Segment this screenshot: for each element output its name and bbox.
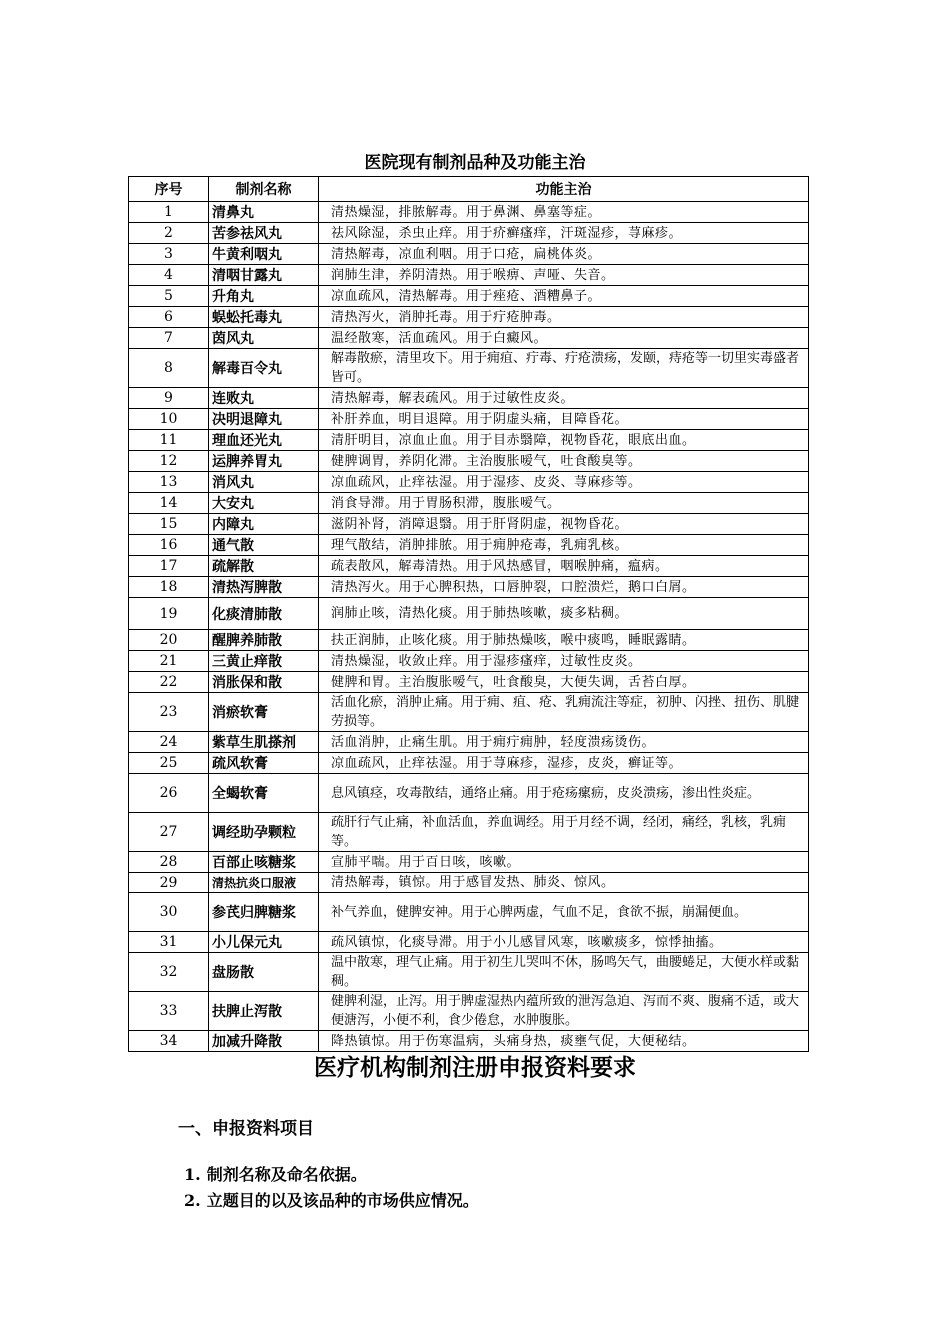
cell-function-indication: 活血消肿，止痛生肌。用于痈疔痈肿，轻度溃疡烫伤。 bbox=[319, 732, 809, 753]
cell-function-indication: 健脾利湿，止泻。用于脾虚湿热内蕴所致的泄泻急迫、泻而不爽、腹痛不适，或大便溏泻，小便不利，食少倦怠，水肿腹胀。 bbox=[319, 992, 809, 1031]
cell-preparation-name: 内障丸 bbox=[209, 514, 319, 535]
cell-function-indication: 温经散寒，活血疏风。用于白癜风。 bbox=[319, 328, 809, 349]
cell-serial-number: 19 bbox=[129, 598, 209, 630]
list-item bbox=[184, 1162, 367, 1185]
table-row bbox=[129, 630, 809, 651]
cell-serial-number: 15 bbox=[129, 514, 209, 535]
table-row bbox=[129, 307, 809, 328]
header-no: 序号 bbox=[129, 177, 209, 202]
cell-function-indication: 息风镇痉，攻毒散结，通络止痛。用于疮疡瘰疬，皮炎溃疡，渗出性炎症。 bbox=[319, 774, 809, 813]
table-row bbox=[129, 813, 809, 852]
cell-preparation-name: 理血还光丸 bbox=[209, 430, 319, 451]
cell-serial-number: 7 bbox=[129, 328, 209, 349]
cell-function-indication: 清肝明目，凉血止血。用于目赤翳障，视物昏花，眼底出血。 bbox=[319, 430, 809, 451]
table-row bbox=[129, 349, 809, 388]
cell-preparation-name: 解毒百令丸 bbox=[209, 349, 319, 388]
table-body bbox=[129, 202, 809, 1052]
table-row bbox=[129, 409, 809, 430]
cell-function-indication: 清热解毒，镇惊。用于感冒发热、肺炎、惊风。 bbox=[319, 873, 809, 893]
cell-serial-number: 22 bbox=[129, 672, 209, 693]
list-item-number: 2. bbox=[184, 1191, 201, 1210]
cell-serial-number: 33 bbox=[129, 992, 209, 1031]
cell-serial-number: 18 bbox=[129, 577, 209, 598]
cell-serial-number: 27 bbox=[129, 813, 209, 852]
cell-serial-number: 34 bbox=[129, 1031, 209, 1052]
cell-preparation-name: 蜈蚣托毒丸 bbox=[209, 307, 319, 328]
cell-function-indication: 活血化瘀，消肿止痛。用于痈、疽、疮、乳痈流注等症，初肿、闪挫、扭伤、肌腱劳损等。 bbox=[319, 693, 809, 732]
cell-preparation-name: 化痰清肺散 bbox=[209, 598, 319, 630]
table-row bbox=[129, 598, 809, 630]
cell-function-indication: 清热燥湿，收敛止痒。用于湿疹瘙痒，过敏性皮炎。 bbox=[319, 651, 809, 672]
cell-function-indication: 清热泻火，消肿托毒。用于疔疮肿毒。 bbox=[319, 307, 809, 328]
cell-preparation-name: 牛黄利咽丸 bbox=[209, 244, 319, 265]
table-row bbox=[129, 672, 809, 693]
cell-preparation-name: 加减升降散 bbox=[209, 1031, 319, 1052]
header-function: 功能主治 bbox=[319, 177, 809, 202]
table-row bbox=[129, 953, 809, 992]
table-row bbox=[129, 774, 809, 813]
table-row bbox=[129, 535, 809, 556]
cell-preparation-name: 小儿保元丸 bbox=[209, 932, 319, 953]
cell-serial-number: 24 bbox=[129, 732, 209, 753]
cell-serial-number: 31 bbox=[129, 932, 209, 953]
table-row bbox=[129, 732, 809, 753]
table-row bbox=[129, 265, 809, 286]
cell-serial-number: 12 bbox=[129, 451, 209, 472]
cell-serial-number: 11 bbox=[129, 430, 209, 451]
cell-function-indication: 理气散结，消肿排脓。用于痈肿疮毒，乳痈乳核。 bbox=[319, 535, 809, 556]
cell-preparation-name: 清热泻脾散 bbox=[209, 577, 319, 598]
cell-serial-number: 9 bbox=[129, 388, 209, 409]
cell-function-indication: 祛风除湿，杀虫止痒。用于疥癣瘙痒，汗斑湿疹，荨麻疹。 bbox=[319, 223, 809, 244]
cell-preparation-name: 决明退障丸 bbox=[209, 409, 319, 430]
table-row bbox=[129, 451, 809, 472]
cell-function-indication: 解毒散瘀，清里攻下。用于痈疽、疔毒、疔疮溃疡，发颐，痔疮等一切里实毒盛者皆可。 bbox=[319, 349, 809, 388]
cell-preparation-name: 清热抗炎口服液 bbox=[209, 873, 319, 893]
table-row bbox=[129, 852, 809, 873]
cell-serial-number: 5 bbox=[129, 286, 209, 307]
cell-function-indication: 清热解毒，凉血利咽。用于口疮，扁桃体炎。 bbox=[319, 244, 809, 265]
table-row bbox=[129, 893, 809, 932]
formulary-table bbox=[128, 176, 809, 1052]
cell-function-indication: 补气养血，健脾安神。用于心脾两虚，气血不足，食欲不振，崩漏便血。 bbox=[319, 893, 809, 932]
cell-function-indication: 健脾和胃。主治腹胀嗳气，吐食酸臭，大便失调，舌苔白厚。 bbox=[319, 672, 809, 693]
cell-preparation-name: 连败丸 bbox=[209, 388, 319, 409]
cell-function-indication: 凉血疏风，清热解毒。用于痤疮、酒糟鼻子。 bbox=[319, 286, 809, 307]
list-item-text: 立题目的以及该品种的市场供应情况。 bbox=[206, 1191, 479, 1210]
cell-serial-number: 20 bbox=[129, 630, 209, 651]
section-heading: 一、申报资料项目 bbox=[178, 1119, 314, 1139]
table-row bbox=[129, 514, 809, 535]
table-row bbox=[129, 932, 809, 953]
table-header-row bbox=[129, 177, 809, 202]
table-row bbox=[129, 244, 809, 265]
table-row bbox=[129, 328, 809, 349]
table-row bbox=[129, 693, 809, 732]
cell-preparation-name: 消风丸 bbox=[209, 472, 319, 493]
cell-preparation-name: 苦参祛风丸 bbox=[209, 223, 319, 244]
cell-serial-number: 6 bbox=[129, 307, 209, 328]
cell-preparation-name: 疏风软膏 bbox=[209, 753, 319, 774]
cell-function-indication: 健脾调胃，养阴化滞。主治腹胀嗳气，吐食酸臭等。 bbox=[319, 451, 809, 472]
cell-serial-number: 16 bbox=[129, 535, 209, 556]
cell-function-indication: 清热解毒，解表疏风。用于过敏性皮炎。 bbox=[319, 388, 809, 409]
cell-preparation-name: 通气散 bbox=[209, 535, 319, 556]
cell-serial-number: 26 bbox=[129, 774, 209, 813]
cell-function-indication: 疏表散风，解毒清热。用于风热感冒，咽喉肿痛，瘟病。 bbox=[319, 556, 809, 577]
cell-preparation-name: 升角丸 bbox=[209, 286, 319, 307]
cell-function-indication: 滋阴补肾，消障退翳。用于肝肾阴虚，视物昏花。 bbox=[319, 514, 809, 535]
cell-function-indication: 清热泻火。用于心脾积热，口唇肿裂，口腔溃烂，鹅口白屑。 bbox=[319, 577, 809, 598]
cell-preparation-name: 三黄止痒散 bbox=[209, 651, 319, 672]
cell-serial-number: 28 bbox=[129, 852, 209, 873]
cell-serial-number: 29 bbox=[129, 873, 209, 893]
cell-preparation-name: 百部止咳糖浆 bbox=[209, 852, 319, 873]
table-row bbox=[129, 223, 809, 244]
cell-serial-number: 13 bbox=[129, 472, 209, 493]
cell-serial-number: 25 bbox=[129, 753, 209, 774]
cell-preparation-name: 运脾养胃丸 bbox=[209, 451, 319, 472]
list-item bbox=[184, 1188, 479, 1211]
cell-serial-number: 21 bbox=[129, 651, 209, 672]
cell-function-indication: 宣肺平喘。用于百日咳，咳嗽。 bbox=[319, 852, 809, 873]
cell-preparation-name: 清鼻丸 bbox=[209, 202, 319, 223]
cell-preparation-name: 疏解散 bbox=[209, 556, 319, 577]
table-row bbox=[129, 577, 809, 598]
list-item-text: 制剂名称及命名依据。 bbox=[206, 1165, 367, 1184]
cell-preparation-name: 消胀保和散 bbox=[209, 672, 319, 693]
table-title: 医院现有制剂品种及功能主治 bbox=[364, 153, 586, 173]
table-row bbox=[129, 202, 809, 223]
cell-function-indication: 扶正润肺，止咳化痰。用于肺热燥咳，喉中痰鸣，睡眠露睛。 bbox=[319, 630, 809, 651]
table-row bbox=[129, 753, 809, 774]
cell-preparation-name: 清咽甘露丸 bbox=[209, 265, 319, 286]
table-row bbox=[129, 388, 809, 409]
header-name: 制剂名称 bbox=[209, 177, 319, 202]
cell-function-indication: 消食导滞。用于胃肠积滞，腹胀嗳气。 bbox=[319, 493, 809, 514]
table-row bbox=[129, 556, 809, 577]
cell-preparation-name: 扶脾止泻散 bbox=[209, 992, 319, 1031]
table-row bbox=[129, 430, 809, 451]
cell-serial-number: 3 bbox=[129, 244, 209, 265]
table-row bbox=[129, 286, 809, 307]
cell-serial-number: 30 bbox=[129, 893, 209, 932]
cell-preparation-name: 紫草生肌搽剂 bbox=[209, 732, 319, 753]
cell-function-indication: 润肺止咳，清热化痰。用于肺热咳嗽，痰多粘稠。 bbox=[319, 598, 809, 630]
cell-serial-number: 10 bbox=[129, 409, 209, 430]
cell-serial-number: 4 bbox=[129, 265, 209, 286]
cell-serial-number: 8 bbox=[129, 349, 209, 388]
table-row bbox=[129, 472, 809, 493]
cell-preparation-name: 大安丸 bbox=[209, 493, 319, 514]
cell-function-indication: 清热燥湿，排脓解毒。用于鼻渊、鼻塞等症。 bbox=[319, 202, 809, 223]
cell-preparation-name: 茵风丸 bbox=[209, 328, 319, 349]
cell-serial-number: 32 bbox=[129, 953, 209, 992]
cell-function-indication: 凉血疏风，止痒祛湿。用于荨麻疹，湿疹，皮炎，癣证等。 bbox=[319, 753, 809, 774]
cell-function-indication: 疏风镇惊，化痰导滞。用于小儿感冒风寒，咳嗽痰多，惊悸抽搐。 bbox=[319, 932, 809, 953]
cell-function-indication: 润肺生津，养阴清热。用于喉痹、声哑、失音。 bbox=[319, 265, 809, 286]
document-heading: 医疗机构制剂注册申报资料要求 bbox=[314, 1055, 636, 1081]
cell-function-indication: 疏肝行气止痛，补血活血，养血调经。用于月经不调，经闭，痛经，乳核，乳痈等。 bbox=[319, 813, 809, 852]
cell-function-indication: 补肝养血，明目退障。用于阴虚头痛，目障昏花。 bbox=[319, 409, 809, 430]
cell-function-indication: 温中散寒，理气止痛。用于初生儿哭叫不休，肠鸣矢气，曲腰蜷足，大便水样或黏稠。 bbox=[319, 953, 809, 992]
cell-preparation-name: 调经助孕颗粒 bbox=[209, 813, 319, 852]
cell-serial-number: 1 bbox=[129, 202, 209, 223]
cell-function-indication: 降热镇惊。用于伤寒温病，头痛身热，痰壅气促，大便秘结。 bbox=[319, 1031, 809, 1052]
cell-preparation-name: 消瘀软膏 bbox=[209, 693, 319, 732]
cell-function-indication: 凉血疏风，止痒祛湿。用于湿疹、皮炎、荨麻疹等。 bbox=[319, 472, 809, 493]
cell-serial-number: 23 bbox=[129, 693, 209, 732]
cell-serial-number: 14 bbox=[129, 493, 209, 514]
cell-preparation-name: 醒脾养肺散 bbox=[209, 630, 319, 651]
cell-serial-number: 17 bbox=[129, 556, 209, 577]
table-row bbox=[129, 493, 809, 514]
table-row bbox=[129, 873, 809, 893]
cell-preparation-name: 全蝎软膏 bbox=[209, 774, 319, 813]
list-item-number: 1. bbox=[184, 1165, 201, 1184]
cell-serial-number: 2 bbox=[129, 223, 209, 244]
cell-preparation-name: 盘肠散 bbox=[209, 953, 319, 992]
cell-preparation-name: 参芪归脾糖浆 bbox=[209, 893, 319, 932]
table-row bbox=[129, 651, 809, 672]
table-row bbox=[129, 992, 809, 1031]
